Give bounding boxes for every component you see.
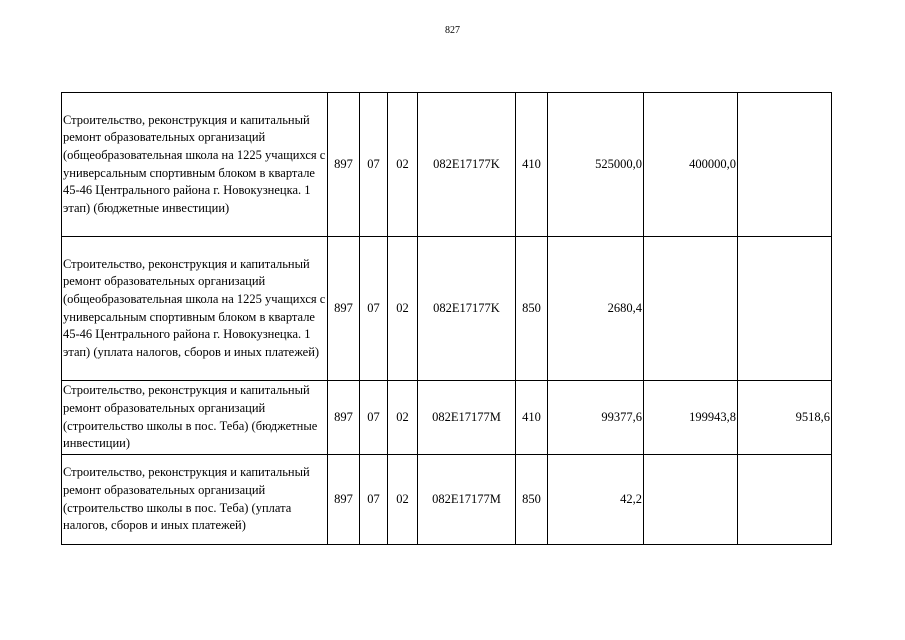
amount-year-2	[644, 455, 738, 545]
expense-type-code: 850	[516, 455, 548, 545]
amount-year-1: 42,2	[548, 455, 644, 545]
amount-year-1: 99377,6	[548, 381, 644, 455]
expense-type-code: 410	[516, 93, 548, 237]
row-description: Строительство, реконструкция и капитальный ремонт образовательных организаций (общеобразовательная школа на 1225 учащихся с универсальным спортивным блоком в квартале 45-46 Центрального района г. Новокузнецка. 1 этап) (уплата налогов, сборов и иных платежей)	[62, 237, 328, 381]
ministry-code: 897	[328, 381, 360, 455]
subsection-code: 02	[388, 237, 418, 381]
subsection-code: 02	[388, 93, 418, 237]
section-code: 07	[360, 93, 388, 237]
amount-year-2	[644, 237, 738, 381]
section-code: 07	[360, 381, 388, 455]
table-row	[62, 237, 832, 381]
target-article-code: 082E17177M	[418, 381, 516, 455]
target-article-code: 082E17177K	[418, 237, 516, 381]
budget-table	[61, 92, 832, 545]
expense-type-code: 850	[516, 237, 548, 381]
amount-year-3	[738, 93, 832, 237]
amount-year-3: 9518,6	[738, 381, 832, 455]
row-description: Строительство, реконструкция и капитальный ремонт образовательных организаций (строительство школы в пос. Теба) (уплата налогов, сборов и иных платежей)	[62, 455, 328, 545]
amount-year-1: 2680,4	[548, 237, 644, 381]
amount-year-3	[738, 455, 832, 545]
amount-year-2: 400000,0	[644, 93, 738, 237]
ministry-code: 897	[328, 93, 360, 237]
ministry-code: 897	[328, 455, 360, 545]
amount-year-1: 525000,0	[548, 93, 644, 237]
page-number: 827	[445, 25, 460, 36]
section-code: 07	[360, 455, 388, 545]
row-description: Строительство, реконструкция и капитальный ремонт образовательных организаций (строительство школы в пос. Теба) (бюджетные инвестиции)	[62, 381, 328, 455]
target-article-code: 082E17177M	[418, 455, 516, 545]
table-row	[62, 93, 832, 237]
table-row	[62, 455, 832, 545]
section-code: 07	[360, 237, 388, 381]
subsection-code: 02	[388, 381, 418, 455]
table-row	[62, 381, 832, 455]
ministry-code: 897	[328, 237, 360, 381]
expense-type-code: 410	[516, 381, 548, 455]
row-description: Строительство, реконструкция и капитальный ремонт образовательных организаций (общеобразовательная школа на 1225 учащихся с универсальным спортивным блоком в квартале 45-46 Центрального района г. Новокузнецка. 1 этап) (бюджетные инвестиции)	[62, 93, 328, 237]
target-article-code: 082E17177K	[418, 93, 516, 237]
amount-year-2: 199943,8	[644, 381, 738, 455]
subsection-code: 02	[388, 455, 418, 545]
amount-year-3	[738, 237, 832, 381]
